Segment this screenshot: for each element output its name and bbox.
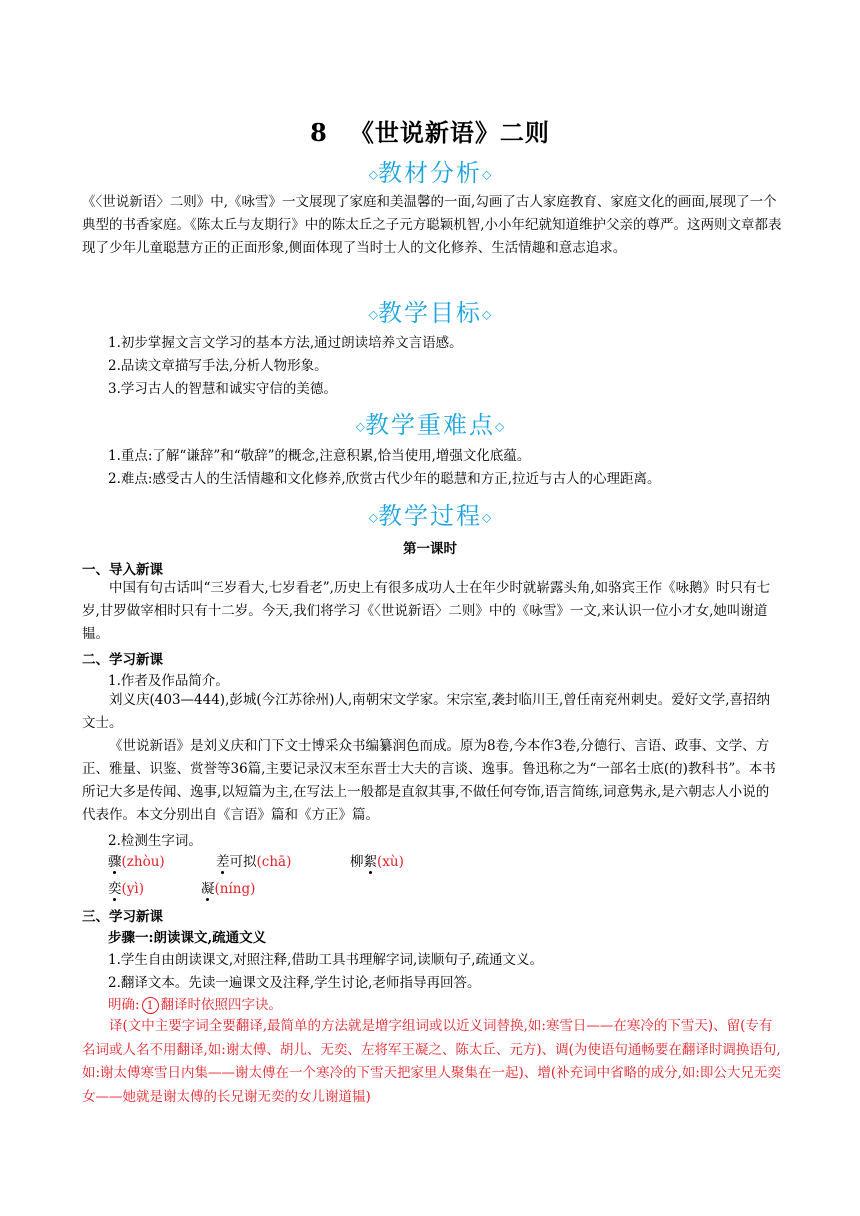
diamond-icon: ◇: [495, 419, 505, 434]
keypoint-item: 1.重点:了解“谦辞”和“敬辞”的概念,注意积累,恰当使用,增强文化底蕴。: [108, 448, 531, 464]
diamond-icon: ◇: [355, 419, 365, 434]
vocab-word: [216, 850, 291, 870]
part1-paragraph: 中国有句古话叫“三岁看大,七岁看老”,历史上有很多成功人士在年少时就崭露头角,如骆宾王作《咏鹅》时只有七岁,甘罗做宰相时只有十二岁。今天,我们将学习《〈世说新语〉二则》中的《咏雪》一文,来认识一位小才女,她叫谢道韫。: [82, 580, 771, 642]
part1-heading: 一、导入新课: [82, 562, 163, 578]
analysis-paragraph: 《〈世说新语〉二则》中,《咏雪》一文展现了家庭和美温馨的一面,勾画了古人家庭教育、家庭文化的画面,展现了一个典型的书香家庭。《陈太丘与友期行》中的陈太丘之子元方聪颖机智,小小年纪就知道维护父亲的尊严。这两则文章都表现了少年儿童聪慧方正的正面形象,侧面体现了当时士人的文化修养、生活情趣和意志追求。: [82, 194, 782, 256]
lesson-number: 8: [310, 118, 328, 147]
goal-item: 3.学习古人的智慧和诚实守信的美德。: [108, 381, 337, 397]
vocab-char: 骤: [108, 854, 122, 870]
clarify-line: [108, 993, 282, 1014]
section-heading-text: 教学过程: [378, 502, 482, 530]
vocab-char: 奕: [108, 881, 122, 897]
part2-heading: 二、学习新课: [82, 652, 163, 668]
part3-item: 1.学生自由朗读课文,对照注释,借助工具书理解字词,读顺句子,疏通文义。: [108, 952, 544, 968]
section-heading-process: [0, 496, 860, 531]
diamond-icon: ◇: [482, 167, 492, 182]
diamond-icon: ◇: [368, 510, 378, 525]
section-heading-keypoints: [0, 405, 860, 440]
clarify-label: 明确:: [108, 997, 140, 1013]
diamond-icon: ◇: [368, 167, 378, 182]
vocab-char: 凝: [201, 881, 215, 897]
vocab-pinyin: (zhòu): [121, 854, 165, 870]
vocab-word: [108, 877, 144, 897]
section-heading-text: 教材分析: [378, 159, 482, 187]
circled-number: 1: [142, 997, 159, 1014]
diamond-icon: ◇: [482, 510, 492, 525]
vocab-char: 絮: [363, 854, 377, 870]
part2-item: 1.作者及作品简介。: [108, 673, 229, 689]
vocab-word: [350, 850, 404, 870]
book-paragraph: 《世说新语》是刘义庆和门下文士博采众书编纂润色而成。原为8卷,今本作3卷,分德行、言语、政事、文学、方正、雅量、识鉴、赏誉等36篇,主要记录汉末至东晋士大夫的言谈、逸事。鲁迅称之为“一部名士底(的)教科书”。本书所记大多是传闻、逸事,以短篇为主,在写法上一般都是直叙其事,不做任何夸饰,语言简练,词意隽永,是六朝志人小说的代表作。本文分别出自《言语》篇和《方正》篇。: [82, 738, 776, 823]
goal-item: 1.初步掌握文言文学习的基本方法,通过朗读培养文言语感。: [108, 335, 463, 351]
vocab-pre: 柳: [350, 854, 364, 870]
part2-item: 2.检测生字词。: [108, 833, 202, 849]
vocab-rest: 可拟: [229, 854, 257, 870]
vocab-word: [108, 850, 165, 870]
lesson-title-text: 《世说新语》二则: [349, 118, 550, 147]
vocab-pinyin: (níng): [214, 881, 256, 897]
section-heading-goals: [0, 293, 860, 328]
lesson-label: 第一课时: [403, 541, 457, 557]
lesson-title: [0, 113, 860, 148]
vocab-char: 差: [216, 854, 230, 870]
section-heading-analysis: [0, 153, 860, 188]
vocab-pinyin: (chā): [256, 854, 292, 870]
vocab-word: [201, 877, 255, 897]
section-heading-text: 教学目标: [378, 299, 482, 327]
vocab-pinyin: (yì): [121, 881, 144, 897]
author-paragraph: 刘义庆(403—444),彭城(今江苏徐州)人,南朝宋文学家。宋宗室,袭封临川王,曾任南兖州刺史。爱好文学,喜招纳文士。: [82, 692, 771, 731]
keypoint-item: 2.难点:感受古人的生活情趣和文化修养,欣赏古代少年的聪慧和方正,拉近与古人的心理距离。: [108, 471, 661, 487]
part3-heading: 三、学习新课: [82, 909, 163, 925]
diamond-icon: ◇: [368, 307, 378, 322]
translate-paragraph: 译(文中主要字词全要翻译,最简单的方法就是增字组词或以近义词替换,如:寒雪日——在寒冷的下雪天)、留(专有名词或人名不用翻译,如:谢太傅、胡儿、无奕、左将军王凝之、陈太丘、元方)、调(为使语句通畅要在翻译时调换语句,如:谢太傅寒雪日内集——谢太傅在一个寒冷的下雪天把家里人聚集在一起)、增(补充词中省略的成分,如:即公大兄无奕女——她就是谢太傅的长兄谢无奕的女儿谢道韫): [82, 1018, 781, 1105]
vocab-pinyin: (xù): [377, 854, 404, 870]
section-heading-text: 教学重难点: [365, 411, 495, 439]
diamond-icon: ◇: [482, 307, 492, 322]
clarify-text: 翻译时依照四字诀。: [160, 997, 283, 1013]
goal-item: 2.品读文章描写手法,分析人物形象。: [108, 358, 328, 374]
step-heading: 步骤一:朗读课文,疏通文义: [108, 930, 267, 946]
part3-item: 2.翻译文本。先读一遍课文及注释,学生讨论,老师指导再回答。: [108, 975, 481, 991]
